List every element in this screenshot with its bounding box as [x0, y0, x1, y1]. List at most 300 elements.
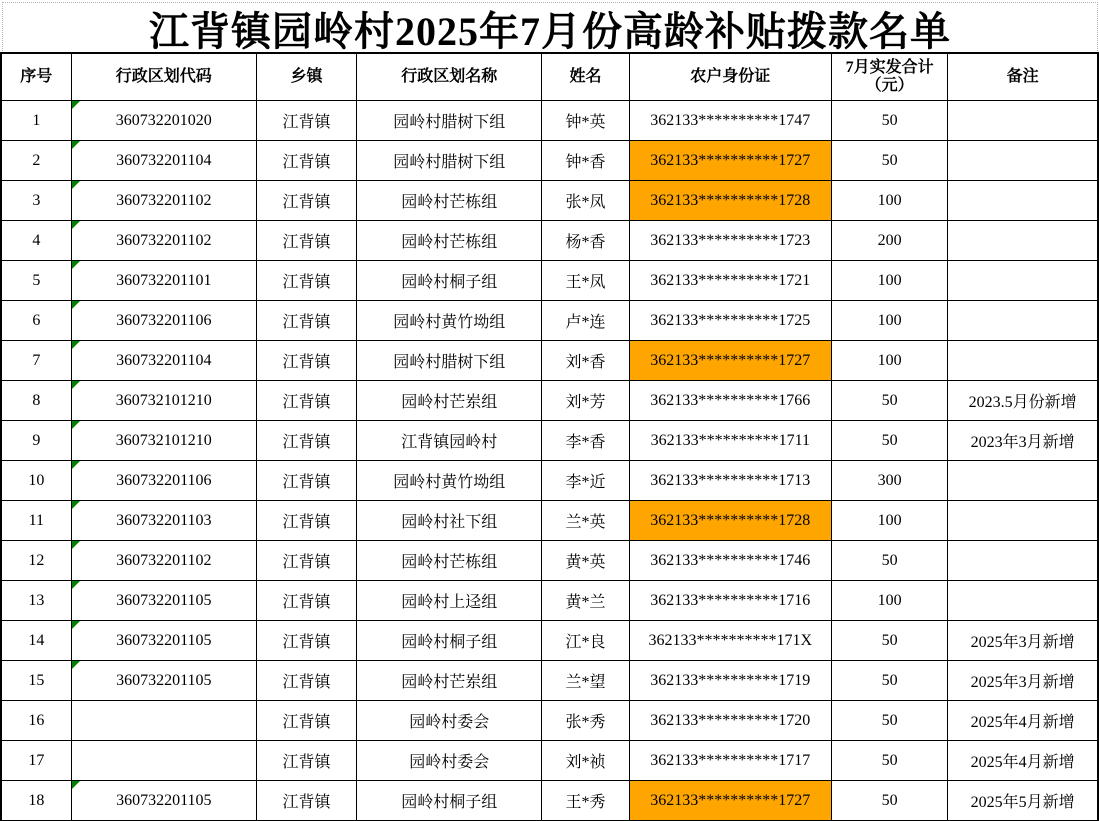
amount-cell[interactable] [831, 461, 947, 501]
comment-marker-icon [72, 781, 80, 789]
division-name-cell[interactable] [357, 621, 542, 661]
remark-cell[interactable] [948, 701, 1098, 741]
cell-text: 黄*兰 [565, 594, 606, 611]
remark-cell[interactable] [948, 101, 1098, 141]
division-code-cell[interactable] [71, 661, 256, 701]
amount-cell[interactable] [831, 301, 947, 341]
cell-text: 362133**********171X [648, 631, 813, 649]
cell-text: 362133**********1716 [650, 591, 811, 609]
col-header-serial[interactable] [1, 53, 71, 101]
cell-text: 10 [28, 471, 45, 489]
cell-text: 50 [881, 431, 898, 449]
cell-text: 360732201102 [116, 231, 212, 249]
serial-cell[interactable] [1, 261, 71, 301]
cell-text: 362133**********1747 [650, 111, 811, 129]
cell-text: 360732201020 [115, 111, 212, 129]
cell-text: 2023年3月新增 [970, 434, 1075, 451]
header-label: 行政区划代码 [115, 67, 212, 85]
comment-marker-icon [72, 381, 80, 389]
division-code-cell[interactable] [71, 741, 256, 781]
town-cell[interactable] [256, 301, 356, 341]
serial-cell[interactable] [1, 461, 71, 501]
comment-marker-icon [72, 341, 80, 349]
table-row [1, 621, 1098, 661]
cell-text: 张*秀 [565, 714, 606, 731]
cell-text: 江背镇 [282, 114, 331, 131]
cell-text: 8 [32, 391, 41, 409]
cell-text: 360732201102 [116, 191, 212, 209]
page-title: 江背镇园岭村2025年7月份高龄补贴拨款名单 [149, 8, 951, 54]
town-cell[interactable] [256, 581, 356, 621]
person-name-cell[interactable] [542, 741, 629, 781]
remark-cell[interactable] [948, 421, 1098, 461]
id-number-cell[interactable] [629, 421, 831, 461]
remark-cell[interactable] [948, 781, 1098, 821]
cell-text: 杨*香 [565, 234, 606, 251]
town-cell[interactable] [256, 101, 356, 141]
cell-text: 360732201105 [116, 791, 212, 809]
comment-marker-icon [72, 181, 80, 189]
serial-cell[interactable] [1, 541, 71, 581]
cell-text: 江背镇 [282, 554, 331, 571]
cell-text: 11 [28, 511, 45, 529]
id-number-cell[interactable] [629, 701, 831, 741]
cell-text: 兰*望 [565, 674, 606, 691]
cell-text: 黄*英 [565, 554, 606, 571]
header-sublabel: （元） [865, 77, 914, 94]
serial-cell[interactable] [1, 701, 71, 741]
table-row [1, 341, 1098, 381]
cell-text: 江背镇 [282, 354, 331, 371]
id-number-cell[interactable] [629, 301, 831, 341]
cell-text: 1 [32, 111, 41, 129]
cell-text: 360732201105 [116, 631, 212, 649]
division-code-cell[interactable] [71, 101, 256, 141]
cell-text: 园岭村芒栋组 [401, 194, 498, 211]
division-code-cell[interactable] [71, 461, 256, 501]
town-cell[interactable] [256, 501, 356, 541]
serial-cell[interactable] [1, 741, 71, 781]
serial-cell[interactable] [1, 421, 71, 461]
serial-cell[interactable] [1, 341, 71, 381]
header-label: 序号 [20, 67, 53, 85]
remark-cell[interactable] [948, 341, 1098, 381]
person-name-cell[interactable] [542, 421, 629, 461]
id-number-cell[interactable] [629, 221, 831, 261]
remark-cell[interactable] [948, 621, 1098, 661]
subsidy-table [0, 52, 1099, 821]
division-code-cell[interactable] [71, 381, 256, 421]
comment-marker-icon [72, 261, 80, 269]
division-code-cell[interactable] [71, 261, 256, 301]
cell-text: 李*近 [565, 474, 606, 491]
id-number-cell[interactable] [629, 181, 831, 221]
cell-text: 江背镇 [282, 794, 331, 811]
town-cell[interactable] [256, 381, 356, 421]
cell-text: 江背镇 [282, 274, 331, 291]
cell-text: 2 [32, 151, 41, 169]
cell-text: 50 [881, 751, 898, 769]
division-name-cell[interactable] [357, 101, 542, 141]
id-number-cell[interactable] [629, 781, 831, 821]
cell-text: 362133**********1746 [650, 551, 811, 569]
table-row [1, 181, 1098, 221]
amount-cell[interactable] [831, 141, 947, 181]
remark-cell[interactable] [948, 661, 1098, 701]
person-name-cell[interactable] [542, 301, 629, 341]
cell-text: 18 [28, 791, 45, 809]
cell-text: 100 [877, 271, 902, 289]
table-row [1, 541, 1098, 581]
cell-text: 362133**********1725 [650, 311, 811, 329]
cell-text: 360732201104 [116, 151, 212, 169]
person-name-cell[interactable] [542, 661, 629, 701]
id-number-cell[interactable] [629, 381, 831, 421]
division-code-cell[interactable] [71, 501, 256, 541]
cell-text: 360732201106 [116, 311, 212, 329]
serial-cell[interactable] [1, 181, 71, 221]
table-header-row [1, 53, 1098, 101]
division-name-cell[interactable] [357, 781, 542, 821]
person-name-cell[interactable] [542, 381, 629, 421]
table-row [1, 741, 1098, 781]
remark-cell[interactable] [948, 261, 1098, 301]
division-name-cell[interactable] [357, 541, 542, 581]
remark-cell[interactable] [948, 541, 1098, 581]
cell-text: 360732101210 [115, 431, 212, 449]
division-name-cell[interactable] [357, 341, 542, 381]
town-cell[interactable] [256, 221, 356, 261]
cell-text: 12 [28, 551, 45, 569]
cell-text: 14 [28, 631, 45, 649]
town-cell[interactable] [256, 541, 356, 581]
cell-text: 江背镇 [282, 154, 331, 171]
cell-text: 钟*香 [565, 154, 606, 171]
col-header-division-name[interactable] [357, 53, 542, 101]
town-cell[interactable] [256, 781, 356, 821]
amount-cell[interactable] [831, 221, 947, 261]
id-number-cell[interactable] [629, 141, 831, 181]
table-row [1, 461, 1098, 501]
cell-text: 园岭村桐子组 [401, 634, 498, 651]
person-name-cell[interactable] [542, 541, 629, 581]
amount-cell[interactable] [831, 421, 947, 461]
table-row [1, 301, 1098, 341]
col-header-remark[interactable] [948, 53, 1098, 101]
cell-text: 362133**********1727 [650, 151, 811, 169]
cell-text: 360732201102 [116, 551, 212, 569]
cell-text: 50 [881, 551, 898, 569]
cell-text: 江背镇 [282, 234, 331, 251]
division-name-cell[interactable] [357, 501, 542, 541]
amount-cell[interactable] [831, 581, 947, 621]
cell-text: 360732201101 [116, 271, 212, 289]
serial-cell[interactable] [1, 101, 71, 141]
table-row [1, 261, 1098, 301]
division-code-cell[interactable] [71, 181, 256, 221]
comment-marker-icon [72, 421, 80, 429]
division-code-cell[interactable] [71, 221, 256, 261]
person-name-cell[interactable] [542, 141, 629, 181]
remark-cell[interactable] [948, 501, 1098, 541]
person-name-cell[interactable] [542, 781, 629, 821]
cell-text: 张*凤 [565, 194, 606, 211]
cell-text: 2025年3月新增 [970, 674, 1075, 691]
col-header-town[interactable] [256, 53, 356, 101]
person-name-cell[interactable] [542, 261, 629, 301]
remark-cell[interactable] [948, 741, 1098, 781]
cell-text: 江背镇 [282, 634, 331, 651]
cell-text: 50 [881, 111, 898, 129]
town-cell[interactable] [256, 341, 356, 381]
division-name-cell[interactable] [357, 421, 542, 461]
town-cell[interactable] [256, 141, 356, 181]
col-header-id-number[interactable] [629, 53, 831, 101]
person-name-cell[interactable] [542, 621, 629, 661]
remark-cell[interactable] [948, 301, 1098, 341]
cell-text: 2025年4月新增 [970, 714, 1075, 731]
cell-text: 100 [877, 591, 902, 609]
amount-cell[interactable] [831, 541, 947, 581]
person-name-cell[interactable] [542, 181, 629, 221]
cell-text: 江背镇 [282, 394, 331, 411]
cell-text: 园岭村委会 [409, 754, 490, 771]
cell-text: 362133**********1720 [650, 711, 811, 729]
town-cell[interactable] [256, 181, 356, 221]
comment-marker-icon [72, 621, 80, 629]
cell-text: 6 [32, 311, 41, 329]
cell-text: 园岭村腊树下组 [393, 154, 506, 171]
remark-cell[interactable] [948, 461, 1098, 501]
cell-text: 王*凤 [565, 274, 606, 291]
table-row [1, 101, 1098, 141]
person-name-cell[interactable] [542, 581, 629, 621]
comment-marker-icon [72, 301, 80, 309]
cell-text: 100 [877, 191, 902, 209]
division-name-cell[interactable] [357, 661, 542, 701]
remark-cell[interactable] [948, 381, 1098, 421]
division-code-cell[interactable] [71, 701, 256, 741]
remark-cell[interactable] [948, 581, 1098, 621]
comment-marker-icon [72, 581, 80, 589]
cell-text: 13 [28, 591, 45, 609]
table-row [1, 781, 1098, 821]
cell-text: 园岭村委会 [409, 714, 490, 731]
cell-text: 园岭村社下组 [401, 514, 498, 531]
amount-cell[interactable] [831, 661, 947, 701]
division-code-cell[interactable] [71, 781, 256, 821]
comment-marker-icon [72, 221, 80, 229]
division-name-cell[interactable] [357, 381, 542, 421]
cell-text: 刘*芳 [565, 394, 606, 411]
id-number-cell[interactable] [629, 341, 831, 381]
serial-cell[interactable] [1, 221, 71, 261]
id-number-cell[interactable] [629, 261, 831, 301]
amount-cell[interactable] [831, 261, 947, 301]
id-number-cell[interactable] [629, 741, 831, 781]
cell-text: 100 [877, 351, 902, 369]
town-cell[interactable] [256, 741, 356, 781]
cell-text: 362133**********1711 [650, 431, 810, 449]
cell-text: 16 [28, 711, 45, 729]
id-number-cell[interactable] [629, 461, 831, 501]
cell-text: 100 [877, 311, 902, 329]
town-cell[interactable] [256, 661, 356, 701]
division-code-cell[interactable] [71, 301, 256, 341]
comment-marker-icon [72, 101, 80, 109]
cell-text: 360732201106 [116, 471, 212, 489]
cell-text: 50 [881, 711, 898, 729]
serial-cell[interactable] [1, 661, 71, 701]
table-row [1, 701, 1098, 741]
cell-text: 卢*连 [565, 314, 606, 331]
id-number-cell[interactable] [629, 501, 831, 541]
cell-text: 300 [877, 471, 902, 489]
division-name-cell[interactable] [357, 301, 542, 341]
header-label: 乡镇 [290, 67, 323, 85]
division-name-cell[interactable] [357, 581, 542, 621]
division-name-cell[interactable] [357, 741, 542, 781]
cell-text: 刘*香 [565, 354, 606, 371]
serial-cell[interactable] [1, 381, 71, 421]
amount-cell[interactable] [831, 701, 947, 741]
person-name-cell[interactable] [542, 101, 629, 141]
person-name-cell[interactable] [542, 501, 629, 541]
town-cell[interactable] [256, 261, 356, 301]
id-number-cell[interactable] [629, 621, 831, 661]
cell-text: 5 [32, 271, 41, 289]
id-number-cell[interactable] [629, 101, 831, 141]
cell-text: 江背镇 [282, 434, 331, 451]
division-code-cell[interactable] [71, 141, 256, 181]
cell-text: 100 [877, 511, 902, 529]
amount-cell[interactable] [831, 781, 947, 821]
cell-text: 王*秀 [565, 794, 606, 811]
division-code-cell[interactable] [71, 421, 256, 461]
cell-text: 17 [28, 751, 45, 769]
cell-text: 园岭村上迳组 [401, 594, 498, 611]
amount-cell[interactable] [831, 181, 947, 221]
cell-text: 200 [877, 231, 902, 249]
remark-cell[interactable] [948, 141, 1098, 181]
id-number-cell[interactable] [629, 581, 831, 621]
cell-text: 7 [32, 351, 41, 369]
cell-text: 9 [32, 431, 41, 449]
cell-text: 钟*英 [565, 114, 606, 131]
cell-text: 刘*祯 [565, 754, 606, 771]
serial-cell[interactable] [1, 621, 71, 661]
cell-text: 50 [881, 671, 898, 689]
cell-text: 3 [32, 191, 41, 209]
cell-text: 15 [28, 671, 45, 689]
cell-text: 4 [32, 231, 41, 249]
cell-text: 362133**********1766 [650, 391, 811, 409]
cell-text: 360732101210 [115, 391, 212, 409]
person-name-cell[interactable] [542, 221, 629, 261]
cell-text: 2025年3月新增 [970, 634, 1075, 651]
division-code-cell[interactable] [71, 341, 256, 381]
comment-marker-icon [72, 541, 80, 549]
remark-cell[interactable] [948, 221, 1098, 261]
table-row [1, 141, 1098, 181]
amount-cell[interactable] [831, 101, 947, 141]
division-name-cell[interactable] [357, 461, 542, 501]
person-name-cell[interactable] [542, 341, 629, 381]
title-area [2, 2, 1098, 53]
comment-marker-icon [72, 141, 80, 149]
header-label: 姓名 [569, 67, 602, 85]
cell-text: 兰*英 [565, 514, 606, 531]
remark-cell[interactable] [948, 181, 1098, 221]
cell-text: 362133**********1727 [650, 791, 811, 809]
division-name-cell[interactable] [357, 221, 542, 261]
id-number-cell[interactable] [629, 661, 831, 701]
amount-cell[interactable] [831, 341, 947, 381]
serial-cell[interactable] [1, 781, 71, 821]
header-label: 农户身份证 [690, 67, 771, 85]
division-code-cell[interactable] [71, 621, 256, 661]
table-row [1, 661, 1098, 701]
serial-cell[interactable] [1, 141, 71, 181]
cell-text: 362133**********1723 [650, 231, 811, 249]
cell-text: 园岭村桐子组 [401, 274, 498, 291]
comment-marker-icon [72, 661, 80, 669]
cell-text: 360732201105 [116, 591, 212, 609]
cell-text: 江背镇 [282, 314, 331, 331]
amount-cell[interactable] [831, 381, 947, 421]
cell-text: 2025年4月新增 [970, 754, 1075, 771]
cell-text: 江背镇 [282, 674, 331, 691]
town-cell[interactable] [256, 421, 356, 461]
cell-text: 园岭村桐子组 [401, 794, 498, 811]
cell-text: 园岭村芒岽组 [401, 394, 498, 411]
cell-text: 江背镇 [282, 594, 331, 611]
amount-cell[interactable] [831, 621, 947, 661]
cell-text: 2023.5月份新增 [968, 394, 1077, 411]
serial-cell[interactable] [1, 501, 71, 541]
town-cell[interactable] [256, 701, 356, 741]
header-label: 7月实发合计 [845, 58, 934, 76]
cell-text: 园岭村芒栋组 [401, 234, 498, 251]
table-body [1, 101, 1098, 821]
amount-cell[interactable] [831, 741, 947, 781]
cell-text: 362133**********1727 [650, 351, 811, 369]
cell-text: 江背镇 [282, 514, 331, 531]
town-cell[interactable] [256, 461, 356, 501]
serial-cell[interactable] [1, 581, 71, 621]
division-name-cell[interactable] [357, 701, 542, 741]
comment-marker-icon [72, 501, 80, 509]
division-code-cell[interactable] [71, 581, 256, 621]
division-code-cell[interactable] [71, 541, 256, 581]
division-name-cell[interactable] [357, 141, 542, 181]
id-number-cell[interactable] [629, 541, 831, 581]
cell-text: 362133**********1719 [650, 671, 811, 689]
division-name-cell[interactable] [357, 261, 542, 301]
person-name-cell[interactable] [542, 461, 629, 501]
col-header-division-code[interactable] [71, 53, 256, 101]
division-name-cell[interactable] [357, 181, 542, 221]
col-header-person-name[interactable] [542, 53, 629, 101]
amount-cell[interactable] [831, 501, 947, 541]
cell-text: 50 [881, 391, 898, 409]
town-cell[interactable] [256, 621, 356, 661]
person-name-cell[interactable] [542, 701, 629, 741]
table-row [1, 421, 1098, 461]
serial-cell[interactable] [1, 301, 71, 341]
col-header-amount[interactable] [831, 53, 947, 101]
cell-text: 360732201104 [116, 351, 212, 369]
